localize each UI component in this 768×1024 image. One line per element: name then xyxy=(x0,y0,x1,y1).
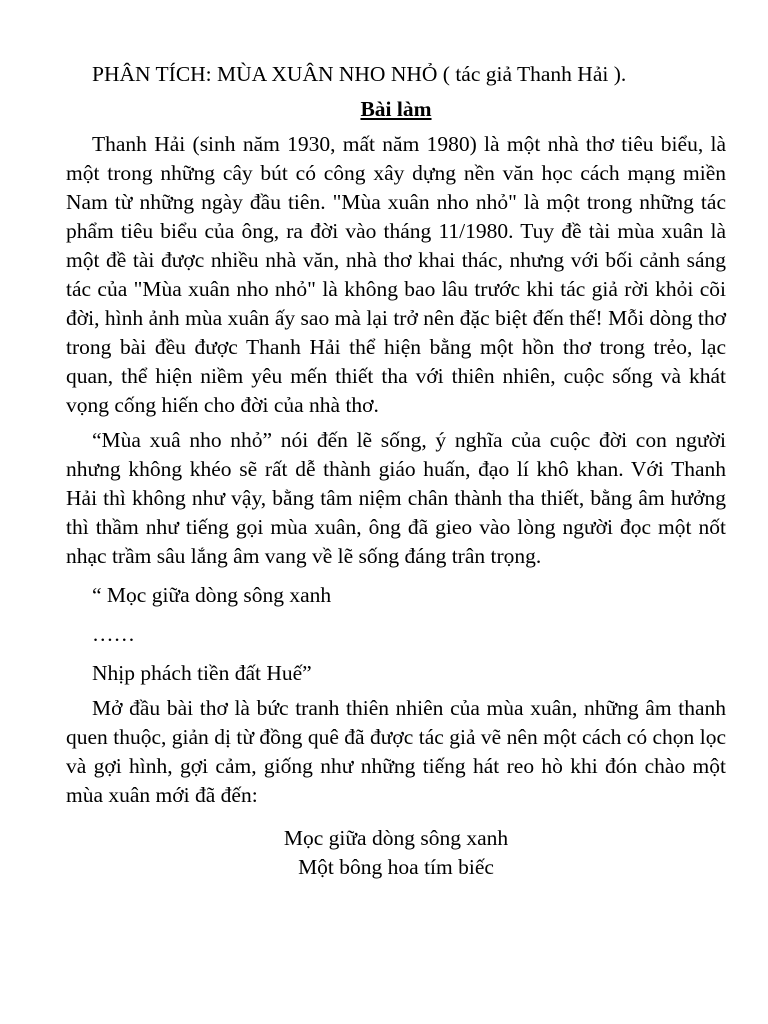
verse-line: Một bông hoa tím biếc xyxy=(298,855,494,879)
document-subtitle: Bài làm xyxy=(360,97,432,121)
document-page xyxy=(66,60,726,882)
document-title: PHÂN TÍCH: MÙA XUÂN NHO NHỎ ( tác giả Thanh Hải ). xyxy=(92,62,627,86)
paragraph-intro: Thanh Hải (sinh năm 1930, mất năm 1980) là một nhà thơ tiêu biểu, là một trong những cây bút có công xây dựng nền văn học cách mạng miền Nam từ những ngày đầu tiên. "Mùa xuân nho nhỏ" là một trong những tác phẩm tiêu biểu của ông, ra đời vào tháng 11/1980. Tuy đề tài mùa xuân là một đề tài được nhiều nhà văn, nhà thơ khai thác, nhưng với bối cảnh sáng tác của "Mùa xuân nho nhỏ" là không bao lâu trước khi tác giả rời khỏi cõi đời, hình ảnh mùa xuân ấy sao mà lại trở nên đặc biệt đến thế! Mỗi dòng thơ trong bài đều được Thanh Hải thể hiện bằng một hồn thơ trong trẻo, lạc quan, thể hiện niềm yêu mến thiết tha với thiên nhiên, cuộc sống và khát vọng cống hiến cho đời của nhà thơ. xyxy=(66,132,726,417)
quote-ellipsis: …… xyxy=(92,622,135,646)
quote-first-line: “ Mọc giữa dòng sông xanh xyxy=(92,583,332,607)
verse-line: Mọc giữa dòng sông xanh xyxy=(283,826,509,850)
centered-verse xyxy=(66,824,726,882)
quote-last-line: Nhịp phách tiền đất Huế” xyxy=(92,661,312,685)
paragraph-theme: “Mùa xuâ nho nhỏ” nói đến lẽ sống, ý nghĩa của cuộc đời con người nhưng không khéo sẽ rất dễ thành giáo huấn, đạo lí khô khan. Với Thanh Hải thì không như vậy, bằng tâm niệm chân thành tha thiết, bằng âm hưởng thì thầm như tiếng gọi mùa xuân, ông đã gieo vào lòng người đọc một nốt nhạc trầm sâu lắng âm vang về lẽ sống đáng trân trọng. xyxy=(66,428,726,568)
paragraph-opening: Mở đầu bài thơ là bức tranh thiên nhiên của mùa xuân, những âm thanh quen thuộc, giản dị từ đồng quê đã được tác giả vẽ nên một cách có chọn lọc và gợi hình, gợi cảm, giống như những tiếng hát reo hò khi đón chào một mùa xuân mới đã đến: xyxy=(66,696,726,807)
